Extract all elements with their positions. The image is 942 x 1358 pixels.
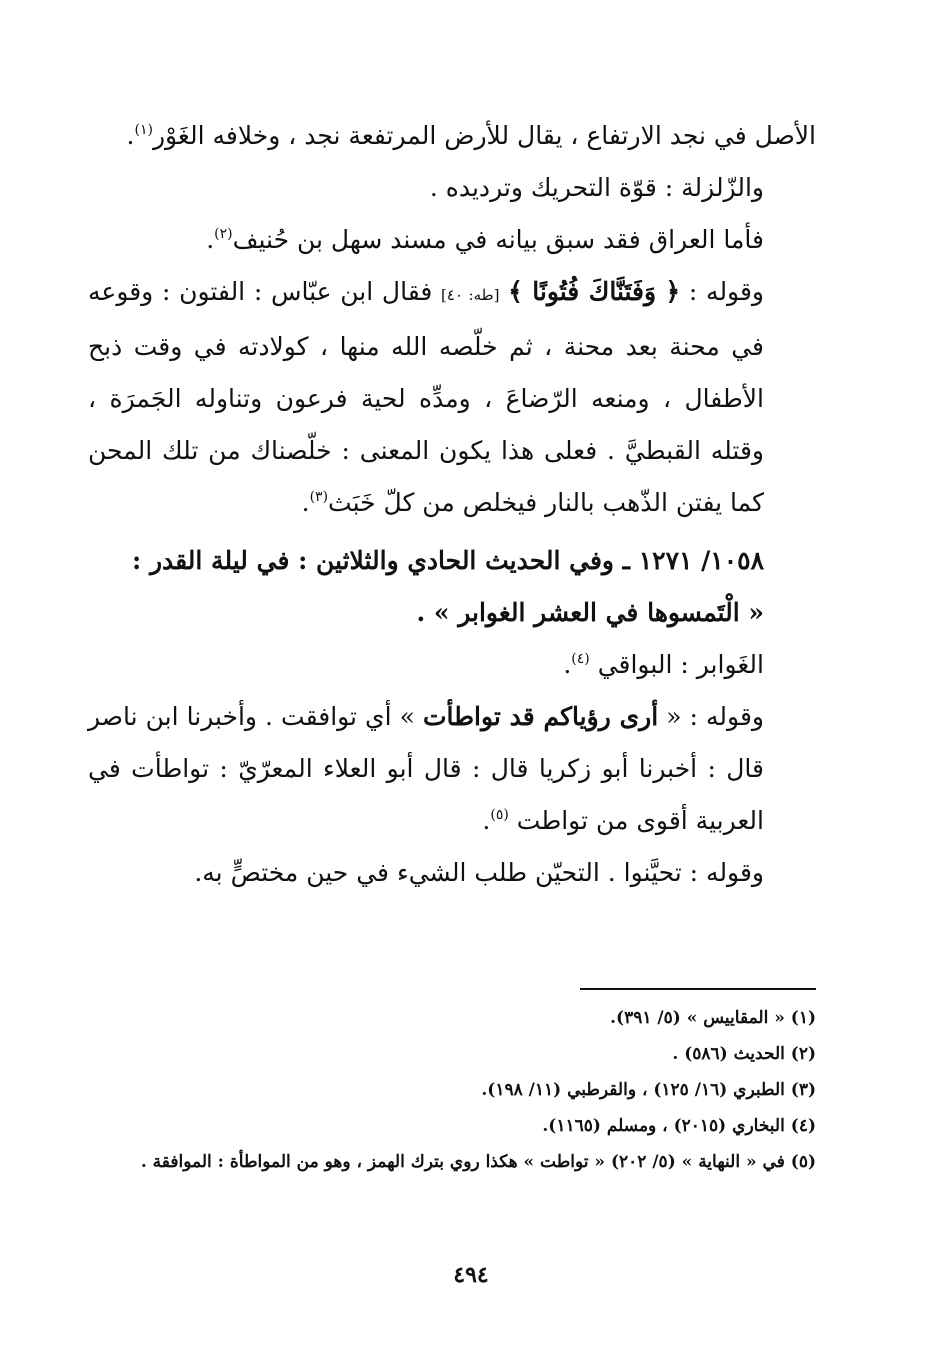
page-number: ٤٩٤ (453, 1262, 489, 1288)
paragraph-4 (88, 266, 816, 529)
paragraph-5 (88, 639, 816, 691)
footnote-1: (١) « المقاييس » (٥/ ٣٩١). (610, 1008, 816, 1028)
paragraph-text: فقال ابن عبّاس : الفتون : وقوعه في محنة بعد محنة ، ثم خلّصه الله منها ، كولادته في وقت ذبح الأطفال ، ومنعه الرّضاعَ ، ومدِّه لحية فرعون وتناوله الجَمرَة ، وقتله القبطيَّ . فعلى هذا يكون المعنى : خلّصناك من تلك المحن كما يفتن الذّهب بالنار فيخلص من كلّ خَبَث (88, 277, 764, 517)
footnotes (88, 1000, 816, 1180)
paragraph-end: . (206, 225, 215, 254)
hadith-quote: « الْتَمسوها في العشر الغوابر » . (416, 598, 764, 627)
paragraph-end: . (301, 488, 310, 517)
paragraph-text: وقوله : (688, 277, 764, 306)
footnote-2: (٢) الحديث (٥٨٦) . (672, 1044, 816, 1064)
footnote-marker[interactable]: (٢) (214, 226, 233, 242)
footnote-marker[interactable]: (٣) (309, 489, 329, 505)
paragraph-7 (88, 847, 816, 899)
footnote-3: (٣) الطبري (١٦/ ١٢٥) ، والقرطبي (١١/ ١٩٨). (481, 1080, 816, 1100)
footnote-marker[interactable]: (٤) (571, 651, 590, 667)
footnote-divider (580, 988, 816, 990)
hadith-heading (88, 535, 816, 639)
paragraph-text: الغَوابر : البواقي (597, 650, 764, 679)
paragraph-text: » أي توافقت . وأخبرنا ابن ناصر قال : أخبرنا أبو زكريا قال : قال أبو العلاء المعرّيّ : تواطأت في العربية أقوى من تواطت (88, 702, 764, 835)
paragraph-text: والزّلزلة : قوّة التحريك وترديده . (429, 173, 764, 202)
paragraph-6 (88, 691, 816, 847)
paragraph-text: فأما العراق فقد سبق بيانه في مسند سهل بن حُنيف (232, 225, 764, 254)
main-text (88, 110, 816, 899)
paragraph-text: وقوله : تحيَّنوا . التحيّن طلب الشيء في حين مختصٍّ به. (194, 858, 764, 887)
hadith-number-title: ١٠٥٨/ ١٢٧١ ـ وفي الحديث الحادي والثلاثين : في ليلة القدر : (132, 546, 764, 575)
paragraph-3 (88, 214, 816, 266)
paragraph-end: . (482, 806, 491, 835)
paragraph-text: وقوله : « (666, 702, 764, 731)
footnote-marker[interactable]: (٥) (490, 807, 509, 823)
hadith-phrase: أرى رؤياكم قد تواطأت (422, 702, 659, 731)
quran-reference: [طه: ٤٠] (441, 286, 500, 304)
paragraph-end: . (563, 650, 572, 679)
quran-quote: ﴿ وَفَتَنَّاكَ فُتُونًا ﴾ (508, 277, 681, 306)
paragraph-1 (88, 110, 816, 162)
footnote-5: (٥) في « النهاية » (٥/ ٢٠٢) « تواطت » هكذا روي بترك الهمز ، وهو من المواطأة : الموافقة . (140, 1152, 816, 1172)
paragraph-2 (88, 162, 816, 214)
paragraph-end: . (126, 121, 135, 150)
footnote-4: (٤) البخاري (٢٠١٥) ، ومسلم (١١٦٥). (542, 1116, 816, 1136)
footnote-marker[interactable]: (١) (134, 122, 153, 138)
paragraph-text: الأصل في نجد الارتفاع ، يقال للأرض المرتفعة نجد ، وخلافه الغَوْر (152, 121, 816, 150)
